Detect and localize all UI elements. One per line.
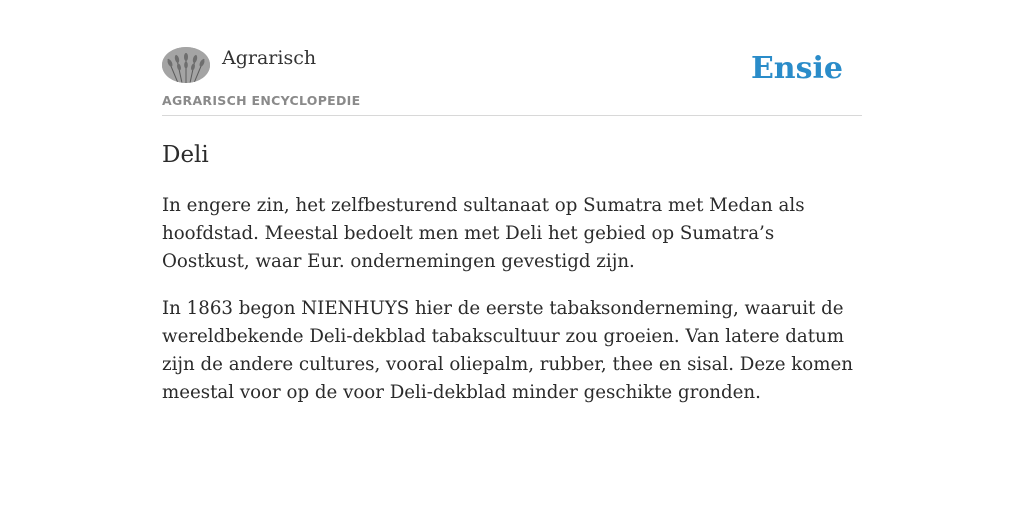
article-paragraph: In engere zin, het zelfbesturend sultanaat op Sumatra met Medan als hoofdstad. Meestal bedoelt men met Deli het gebied op Sumatra’s Oostkust, waar Eur. ondernemingen gevestigd zijn.: [162, 195, 805, 272]
header: [162, 0, 862, 116]
wheat-icon[interactable]: [162, 47, 210, 83]
article-paragraph: In 1863 begon NIENHUYS hier de eerste tabaksonderneming, waaruit de wereldbekende Deli-dekblad tabakscultuur zou groeien. Van latere datum zijn de andere cultures, vooral oliepalm, rubber, thee en sisal. Deze komen meestal voor op de voor Deli-dekblad minder geschikte gronden.: [162, 298, 853, 403]
content-container: [162, 0, 862, 403]
source-subtitle: AGRARISCH ENCYCLOPEDIE: [162, 93, 361, 108]
page-title: Deli: [162, 142, 209, 168]
article-body: [162, 192, 862, 426]
source-name[interactable]: Agrarisch: [222, 47, 317, 69]
ensie-logo[interactable]: Ensie: [750, 51, 843, 86]
